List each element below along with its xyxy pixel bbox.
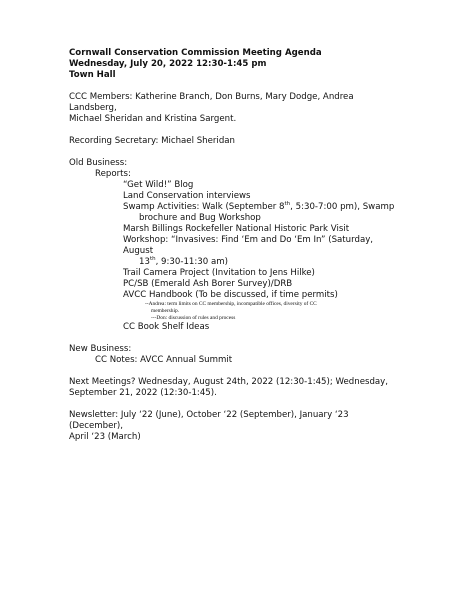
newsletter-line-1: Newsletter: July ‘22 (June), October ‘22 (September), January ‘23 (December),: [69, 410, 349, 431]
note-andrea: --Andrea: term limits on CC membership, incompatible offices, diversity of CC: [145, 301, 317, 307]
item-avcc-handbook: AVCC Handbook (To be discussed, if time permits): [123, 290, 338, 300]
next-meetings-line-1: Next Meetings? Wednesday, August 24th, 2022 (12:30-1:45); Wednesday,: [69, 377, 388, 387]
note-andrea-cont: membership.: [151, 308, 179, 314]
item-swamp-activities-cont: brochure and Bug Workshop: [139, 213, 261, 223]
agenda-title: Cornwall Conservation Commission Meeting Agenda: [69, 48, 322, 58]
item-trail-camera: Trail Camera Project (Invitation to Jens Hilke): [123, 268, 315, 278]
note-don: ---Don: discussion of rules and process: [151, 315, 236, 321]
recording-secretary: Recording Secretary: Michael Sheridan: [69, 136, 235, 146]
reports-label: Reports:: [95, 169, 131, 179]
item-swamp-activities: Swamp Activities: Walk (September 8th, 5:30-7:00 pm), Swamp: [123, 201, 395, 212]
old-business-section: [69, 158, 399, 333]
agenda-datetime: Wednesday, July 20, 2022 12:30-1:45 pm: [69, 59, 267, 69]
members-line-2: Michael Sheridan and Kristina Sargent.: [69, 114, 237, 124]
agenda-location: Town Hall: [69, 70, 116, 80]
item-pcsb: PC/SB (Emerald Ash Borer Survey)/DRB: [123, 279, 293, 289]
item-blog: “Get Wild!” Blog: [123, 180, 194, 190]
newsletter-section: [69, 410, 399, 443]
newsletter-line-2: April ‘23 (March): [69, 432, 141, 442]
cc-notes: CC Notes: AVCC Annual Summit: [95, 355, 233, 365]
item-workshop-cont: 13th, 9:30-11:30 am): [139, 256, 228, 267]
item-workshop: Workshop: “Invasives: Find ‘Em and Do ‘Em In” (Saturday, August: [123, 235, 374, 256]
members-line-1: CCC Members: Katherine Branch, Don Burns, Mary Dodge, Andrea Landsberg,: [69, 92, 354, 113]
members-section: [69, 92, 399, 125]
item-book-shelf: CC Book Shelf Ideas: [123, 322, 210, 332]
new-business-heading: New Business:: [69, 344, 132, 354]
old-business-heading: Old Business:: [69, 158, 128, 168]
next-meetings-section: [69, 377, 399, 399]
agenda-document: [69, 48, 399, 443]
item-land-conservation: Land Conservation interviews: [123, 191, 251, 201]
item-marsh-billings: Marsh Billings Rockefeller National Historic Park Visit: [123, 224, 350, 234]
next-meetings-line-2: September 21, 2022 (12:30-1:45).: [69, 388, 217, 398]
new-business-section: [69, 344, 399, 366]
